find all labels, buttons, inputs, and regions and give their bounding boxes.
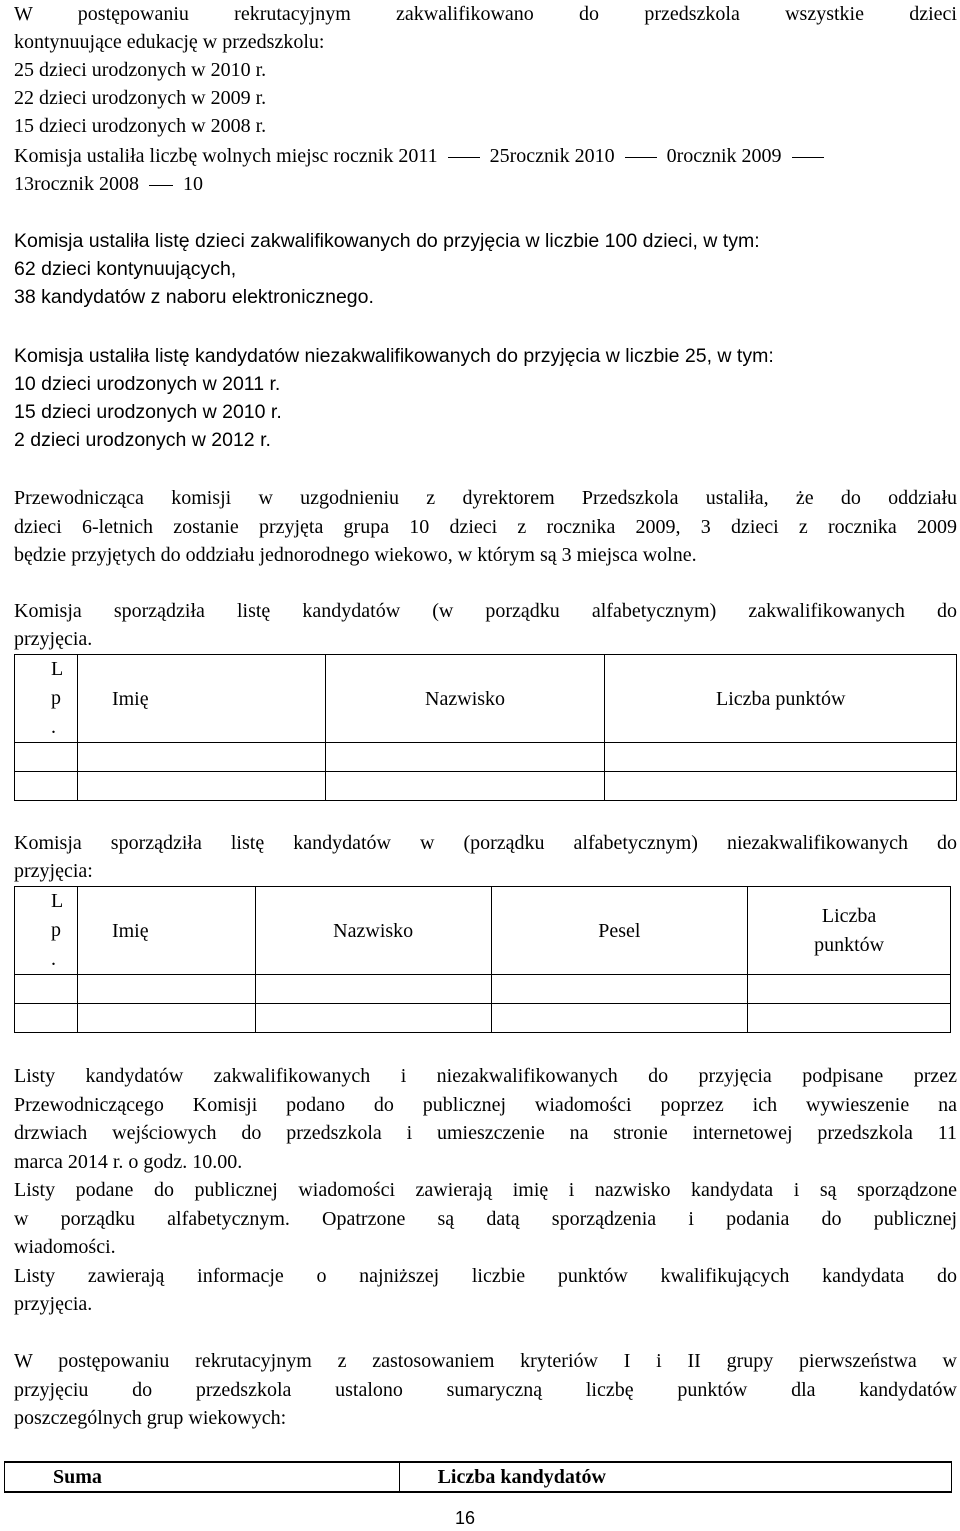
- header-nazwisko: Nazwisko: [255, 887, 491, 975]
- table-cell: [255, 975, 491, 1004]
- publication-line: drzwiach wejściowych do przedszkola i umieszczenie na stronie internetowej przedszkola 11: [14, 1122, 957, 1144]
- dash-separator: [792, 157, 824, 158]
- table-cell: [77, 975, 255, 1004]
- publication-line: w porządku alfabetycznym. Opatrzone są datą sporządzenia i podania do publicznej: [14, 1208, 957, 1230]
- chair-line-1: Przewodnicząca komisji w uzgodnieniu z dyrektorem Przedszkola ustaliła, że do oddziału: [14, 487, 957, 509]
- header-lp: [15, 887, 78, 975]
- table-row: [15, 743, 957, 772]
- header-punkty-line: punktów: [814, 933, 885, 956]
- intro-item: 22 dzieci urodzonych w 2009 r.: [14, 87, 267, 109]
- table-header-row: [5, 1462, 952, 1492]
- qualified-table: [14, 654, 957, 801]
- free-places-part: 10: [182, 173, 203, 195]
- publication-line: Przewodniczącego Komisji podano do publicznej wiadomości poprzez ich wywieszenie na: [14, 1094, 957, 1116]
- dash-separator: [448, 157, 480, 158]
- header-lp-char: p: [51, 919, 61, 941]
- free-places-part: 25rocznik 2010: [489, 145, 615, 167]
- criteria-line-2: przyjęciu do przedszkola ustalono sumaryczną liczbę punktów dla kandydatów: [14, 1379, 957, 1401]
- header-lp-char: L: [51, 658, 64, 680]
- publication-line: wiadomości.: [14, 1236, 116, 1258]
- table-cell: [325, 743, 605, 772]
- table-row: [15, 772, 957, 801]
- table-cell: [605, 743, 957, 772]
- header-lp-char: .: [51, 948, 56, 970]
- table-cell: [325, 772, 605, 801]
- table-cell: [491, 1004, 748, 1033]
- free-places-part: Komisja ustaliła liczbę wolnych miejsc rocznik 2011: [14, 145, 438, 167]
- intro-item: 15 dzieci urodzonych w 2008 r.: [14, 115, 267, 137]
- not-qualified-line-1: Komisja ustaliła listę kandydatów niezakwalifikowanych do przyjęcia w liczbie 25, w tym:: [14, 345, 774, 367]
- qualified-line-3: 38 kandydatów z naboru elektronicznego.: [14, 286, 374, 308]
- free-places-line-2: [14, 170, 957, 198]
- publication-line: Listy podane do publicznej wiadomości zawierają imię i nazwisko kandydata i są sporządzone: [14, 1179, 957, 1201]
- dash-separator: [625, 157, 657, 158]
- table-cell: [77, 1004, 255, 1033]
- header-suma-label: Suma: [53, 1466, 102, 1488]
- intro-line-1: W postępowaniu rekrutacyjnym zakwalifikowano do przedszkola wszystkie dzieci: [14, 3, 957, 25]
- table-cell: [77, 743, 325, 772]
- header-liczba-label: Liczba kandydatów: [437, 1466, 606, 1488]
- not-qualified-item: 2 dzieci urodzonych w 2012 r.: [14, 429, 271, 451]
- publication-line: marca 2014 r. o godz. 10.00.: [14, 1151, 243, 1173]
- not-qualified-table: [14, 886, 951, 1033]
- table-cell: [748, 1004, 951, 1033]
- table-cell: [255, 1004, 491, 1033]
- header-punkty: Liczba punktów: [605, 655, 957, 743]
- table-cell: [15, 975, 78, 1004]
- list-not-qualified-line-1: Komisja sporządziła listę kandydatów w (porządku alfabetycznym) niezakwalifikowanych do: [14, 832, 957, 854]
- not-qualified-item: 10 dzieci urodzonych w 2011 r.: [14, 373, 281, 395]
- table-header-row: [15, 655, 957, 743]
- header-lp-char: .: [51, 716, 56, 738]
- dash-separator: [149, 185, 173, 186]
- chair-line-3: będzie przyjętych do oddziału jednorodnego wiekowo, w którym są 3 miejsca wolne.: [14, 544, 697, 566]
- header-lp: [15, 655, 78, 743]
- list-qualified-line-2: przyjęcia.: [14, 628, 93, 650]
- criteria-line-3: poszczególnych grup wiekowych:: [14, 1407, 287, 1429]
- header-pesel: Pesel: [491, 887, 748, 975]
- publication-line: Listy zawierają informacje o najniższej liczbie punktów kwalifikujących kandydata do: [14, 1265, 957, 1287]
- qualified-line-1: Komisja ustaliła listę dzieci zakwalifikowanych do przyjęcia w liczbie 100 dzieci, w tym:: [14, 230, 760, 252]
- publication-line: przyjęcia.: [14, 1293, 93, 1315]
- header-suma: [5, 1462, 400, 1492]
- header-imie: [77, 655, 325, 743]
- table-header-row: [15, 887, 951, 975]
- table-row: [15, 975, 951, 1004]
- header-imie-label: Imię: [111, 687, 149, 710]
- table-cell: [748, 975, 951, 1004]
- not-qualified-item: 15 dzieci urodzonych w 2010 r.: [14, 401, 282, 423]
- header-nazwisko: Nazwisko: [325, 655, 605, 743]
- header-imie-label: Imię: [111, 919, 149, 942]
- header-punkty: [748, 887, 951, 975]
- table-cell: [605, 772, 957, 801]
- intro-item: 25 dzieci urodzonych w 2010 r.: [14, 59, 267, 81]
- list-qualified-line-1: Komisja sporządziła listę kandydatów (w porządku alfabetycznym) zakwalifikowanych do: [14, 600, 957, 622]
- list-not-qualified-line-2: przyjęcia:: [14, 860, 93, 882]
- qualified-line-2: 62 dzieci kontynuujących,: [14, 258, 237, 280]
- table-row: [15, 1004, 951, 1033]
- publication-line: Listy kandydatów zakwalifikowanych i niezakwalifikowanych do przyjęcia podpisane przez: [14, 1065, 957, 1087]
- intro-line-2: kontynuujące edukację w przedszkolu:: [14, 31, 325, 53]
- table-cell: [77, 772, 325, 801]
- page-number: 16: [454, 1508, 476, 1528]
- table-cell: [15, 743, 78, 772]
- header-lp-char: p: [51, 687, 61, 709]
- header-liczba: [399, 1462, 951, 1492]
- free-places-part: 0rocznik 2009: [666, 145, 782, 167]
- table-cell: [491, 975, 748, 1004]
- header-lp-char: L: [51, 890, 64, 912]
- table-cell: [15, 772, 78, 801]
- table-cell: [15, 1004, 78, 1033]
- free-places-line-1: [14, 142, 957, 170]
- criteria-table: [4, 1461, 952, 1493]
- free-places-part: 13rocznik 2008: [14, 173, 139, 195]
- criteria-line-1: W postępowaniu rekrutacyjnym z zastosowaniem kryteriów I i II grupy pierwszeństwa w: [14, 1350, 957, 1372]
- header-imie: [77, 887, 255, 975]
- chair-line-2: dzieci 6-letnich zostanie przyjęta grupa 10 dzieci z rocznika 2009, 3 dzieci z rocznika 2009: [14, 516, 957, 538]
- header-punkty-line: Liczba: [821, 904, 877, 927]
